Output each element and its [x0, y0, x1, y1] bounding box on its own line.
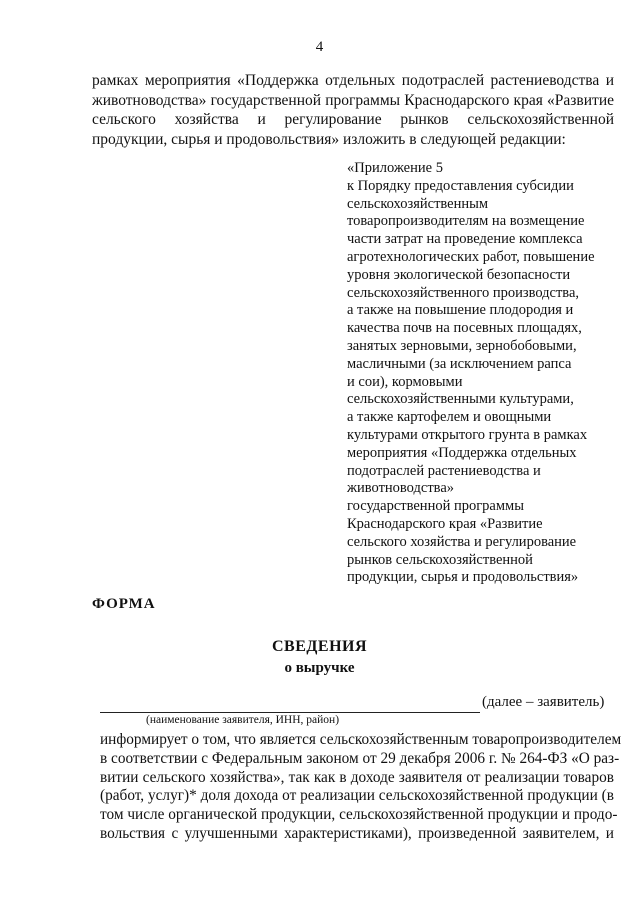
applicant-name-blank-line [100, 712, 480, 713]
appendix-line: мероприятия «Поддержка отдельных [347, 444, 577, 461]
document-title: СВЕДЕНИЯ [271, 638, 368, 655]
body-line: вольствия с улучшенными характеристиками), произведенной заявителем, и [100, 824, 614, 842]
appendix-line: рынков сельскохозяйственной [347, 551, 533, 568]
appendix-line: подотраслей растениеводства и [347, 462, 541, 479]
form-label: ФОРМА [92, 596, 156, 612]
body-line: витии сельского хозяйства», так как в доходе заявителя от реализации товаров [100, 768, 614, 786]
appendix-line: Краснодарского края «Развитие [347, 515, 543, 532]
appendix-line: культурами открытого грунта в рамках [347, 426, 588, 443]
appendix-line: уровня экологической безопасности [347, 266, 571, 283]
appendix-heading-block [347, 160, 609, 587]
intro-paragraph: рамках мероприятия «Поддержка отдельных подотраслей растениеводства и животноводства» государственной программы Краснодарского края «Развитие сельского хозяйства и регулирование рынков сельскохозяйственной продукции, сырья и продовольствия» изложить в следующей редакции: [92, 72, 614, 148]
page-number: 4 [315, 39, 324, 55]
appendix-line: и сои), кормовыми [347, 373, 463, 390]
body-line: в соответствии с Федеральным законом от 29 декабря 2006 г. № 264-ФЗ «О раз- [100, 749, 620, 767]
body-line: том числе органической продукции, сельскохозяйственной продукции и продо- [100, 806, 618, 824]
body-paragraph [100, 731, 622, 844]
appendix-line: сельского хозяйства и регулирование [347, 533, 577, 550]
appendix-line: масличными (за исключением рапса [347, 355, 572, 372]
appendix-line: сельскохозяйственного производства, [347, 284, 580, 301]
applicant-field-caption: (наименование заявителя, ИНН, район) [146, 714, 340, 726]
appendix-line: государственной программы [347, 498, 524, 515]
appendix-line: части затрат на проведение комплекса [347, 231, 583, 248]
appendix-line: агротехнологических работ, повышение [347, 248, 595, 265]
body-line: информирует о том, что является сельскохозяйственным товаропроизводителем [100, 731, 622, 748]
applicant-suffix-text: (далее – заявитель) [482, 694, 605, 710]
appendix-line: товаропроизводителям на возмещение [347, 213, 585, 230]
document-subtitle: о выручке [284, 660, 355, 676]
appendix-line: продукции, сырья и продовольствия» [347, 569, 579, 586]
body-line: (работ, услуг)* доля дохода от реализации сельскохозяйственной продукции (в [100, 787, 614, 805]
appendix-line: к Порядку предоставления субсидии [347, 177, 574, 194]
appendix-line: «Приложение 5 [347, 160, 443, 176]
appendix-line: животноводства» [347, 480, 455, 497]
appendix-line: сельскохозяйственными культурами, [347, 391, 574, 408]
appendix-line: а также картофелем и овощными [347, 409, 552, 426]
appendix-line: качества почв на посевных площадях, [347, 320, 582, 337]
appendix-line: занятых зерновыми, зернобобовыми, [347, 337, 577, 354]
appendix-line: а также на повышение плодородия и [347, 302, 574, 319]
appendix-line: сельскохозяйственным [347, 195, 489, 212]
